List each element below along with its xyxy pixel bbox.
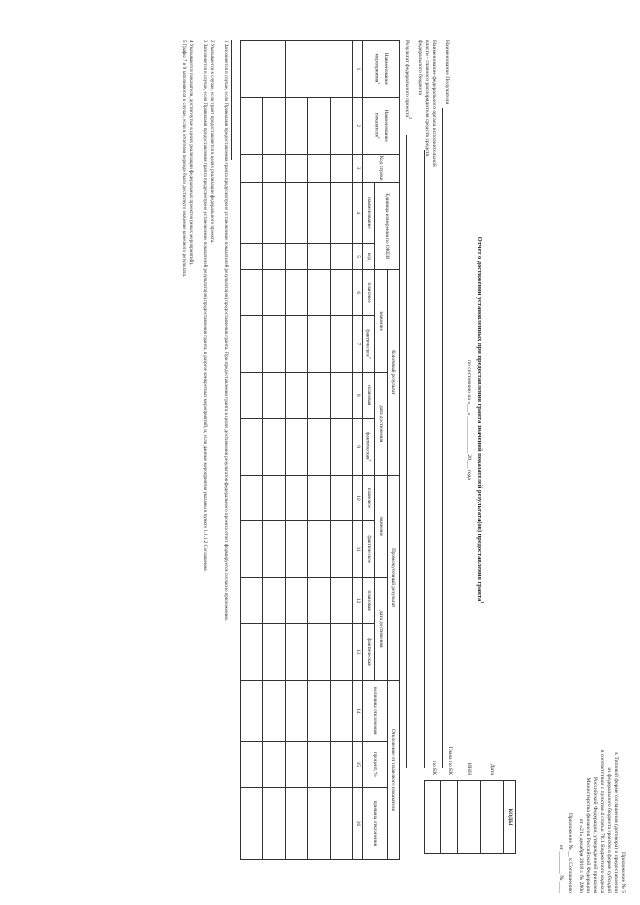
table-cell[interactable] <box>330 270 352 316</box>
table-cell[interactable] <box>330 418 352 475</box>
col-number: 16 <box>353 787 363 859</box>
table-cell[interactable] <box>330 680 352 741</box>
header-dev-reason: причина отклонения <box>363 787 388 859</box>
header-unit-name: наименование <box>363 182 375 243</box>
col-number: 5 <box>353 244 363 270</box>
table-cell[interactable] <box>285 741 307 787</box>
table-cell[interactable] <box>263 578 285 624</box>
table-row <box>330 41 352 860</box>
header-planned-date: плановая <box>363 372 375 418</box>
table-cell[interactable] <box>285 372 307 418</box>
table-cell[interactable] <box>330 97 352 154</box>
inn-label: ИНН <box>466 762 472 775</box>
table-cell[interactable] <box>241 475 263 521</box>
table-cell[interactable] <box>241 316 263 373</box>
table-cell[interactable] <box>308 244 330 270</box>
table-cell[interactable] <box>263 372 285 418</box>
col-number: 2 <box>353 97 363 154</box>
table-cell[interactable] <box>330 316 352 373</box>
table-cell[interactable] <box>308 182 330 243</box>
header-deviation: Отклонение от планового показателя <box>387 680 399 859</box>
header-unit-code: код <box>363 244 375 270</box>
appendix-line: Приложение № 5 <box>620 852 626 893</box>
header-dev-pct: процент, % <box>363 741 388 787</box>
results-table <box>240 40 400 860</box>
table-cell[interactable] <box>263 787 285 859</box>
table-cell[interactable] <box>241 182 263 243</box>
table-cell[interactable] <box>308 97 330 154</box>
table-cell[interactable] <box>241 41 286 98</box>
table-cell[interactable] <box>285 244 307 270</box>
date-label: Дата <box>489 763 495 775</box>
table-row <box>308 41 330 860</box>
table-cell[interactable] <box>330 741 352 787</box>
table-cell[interactable] <box>241 97 263 154</box>
col-number: 8 <box>353 372 363 418</box>
table-cell[interactable] <box>241 578 263 624</box>
appendix-line: из федерального бюджета грантов в форме субсидий <box>606 767 612 893</box>
table-cell[interactable] <box>330 372 352 418</box>
header-actual: фактическое$^5$ <box>363 316 375 373</box>
table-cell[interactable] <box>330 182 352 243</box>
table-cell[interactable] <box>285 680 307 741</box>
appendix-line: к Типовой форме соглашения (договора) о предоставлении <box>613 752 619 893</box>
table-cell[interactable] <box>308 270 330 316</box>
table-cell[interactable] <box>330 521 352 578</box>
table-cell[interactable] <box>285 623 307 680</box>
recipient-label: Наименование Получателя <box>444 40 450 105</box>
table-cell[interactable] <box>308 372 330 418</box>
table-cell[interactable] <box>308 316 330 373</box>
table-cell[interactable] <box>308 521 330 578</box>
table-cell[interactable] <box>263 244 285 270</box>
col-number: 7 <box>353 316 363 373</box>
table-cell[interactable] <box>330 475 352 521</box>
header-interim-result: Промежуточный результат <box>387 475 399 680</box>
col-number: 10 <box>353 475 363 521</box>
footnote: 3 Заполняется в случае, если Правилами предоставления гранта предусмотрено установление показателей результата(ов) предоставления гранта, в разрезе конкретных мероприятий, и, если данные мероприятия указаны в пункте 1.1.1.2 Соглашения. <box>202 40 207 572</box>
col-number: 15 <box>353 741 363 787</box>
organ-label: власти - главного распорядителя средств средств <box>424 40 430 157</box>
table-cell[interactable] <box>263 475 285 521</box>
table-cell[interactable] <box>241 372 263 418</box>
footnote: 4 Указываются показатели, достигнутые в целях реализации федеральных проектов (иных мероприятий). <box>188 40 193 266</box>
table-cell[interactable] <box>308 623 330 680</box>
header-date: дата достижения <box>375 372 387 475</box>
header-dev-value: величина отклонения <box>363 680 388 741</box>
organ-label: Наименование федерального органа исполнительной <box>431 40 437 167</box>
col-number: 14 <box>353 680 363 741</box>
header-indicator: Наименование показателя$^4$ <box>363 97 400 154</box>
table-cell[interactable] <box>308 475 330 521</box>
footnote: 1 Заполняется в случае, если Правилами предоставления гранта предусмотрено установление показателей результата(ов) предоставления гранта. При предоставлении гранта в целях достижения результатов федерального проекта отчет формируется согласно приложению. <box>223 40 228 622</box>
table-cell[interactable] <box>241 154 263 182</box>
report-title: Отчет о достижении установленных при предоставлении гранта значений показателей результата(ов) предоставления гранта$^1$ <box>475 236 485 604</box>
table-cell[interactable] <box>308 418 330 475</box>
col-number: 11 <box>353 521 363 578</box>
footnote: 5 Графы 7 и 9 заполняются в случае, если в отчетном периоде было достигнуто значение конечного результата. <box>181 40 186 278</box>
table-cell[interactable] <box>285 97 307 154</box>
table-cell[interactable] <box>285 787 307 859</box>
table-cell[interactable] <box>285 182 307 243</box>
header-unit: Единица измерения по ОКЕИ <box>375 182 400 269</box>
table-cell[interactable] <box>330 244 352 270</box>
column-number-row <box>353 41 363 860</box>
table-cell[interactable] <box>263 623 285 680</box>
table-cell[interactable] <box>330 578 352 624</box>
table-cell[interactable] <box>285 316 307 373</box>
table-cell[interactable] <box>241 244 263 270</box>
table-cell[interactable] <box>263 680 285 741</box>
table-row <box>241 41 263 860</box>
col-number: 3 <box>353 154 363 182</box>
table-cell[interactable] <box>263 270 285 316</box>
table-cell[interactable] <box>285 475 307 521</box>
table-cell[interactable] <box>241 270 263 316</box>
table-cell[interactable] <box>263 97 285 154</box>
header-value: значение <box>375 475 387 578</box>
table-cell[interactable] <box>285 154 307 182</box>
table-cell[interactable] <box>330 154 352 182</box>
header-row-code: Код строки <box>363 154 400 182</box>
col-number: 13 <box>353 623 363 680</box>
table-row <box>263 41 285 860</box>
header-actual-date: фактическая <box>363 623 375 680</box>
table-cell[interactable] <box>263 182 285 243</box>
header-value: значение <box>375 270 387 373</box>
report-date-line: по состоянию на «___» _____________ 20___ года <box>466 360 472 480</box>
table-cell[interactable] <box>263 316 285 373</box>
table-cell[interactable] <box>241 741 263 787</box>
table-cell[interactable] <box>241 787 263 859</box>
col-number: 4 <box>353 182 363 243</box>
table-cell[interactable] <box>285 521 307 578</box>
table-cell[interactable] <box>241 521 263 578</box>
table-row <box>285 41 307 860</box>
table-cell[interactable] <box>308 680 330 741</box>
table-cell[interactable] <box>285 270 307 316</box>
col-number: 1 <box>353 41 363 98</box>
table-cell[interactable] <box>330 787 352 859</box>
header-final-result: Конечный результат <box>387 270 399 475</box>
table-cell[interactable] <box>308 787 330 859</box>
codes-header: КОДЫ <box>507 808 513 826</box>
po-bk-label: по БК <box>431 760 437 775</box>
appendix-line: от «21» декабря 2018 г. № 280н <box>578 818 584 893</box>
table-cell[interactable] <box>241 418 263 475</box>
table-cell[interactable] <box>330 623 352 680</box>
glava-label: Глава по БК <box>447 746 453 775</box>
table-cell[interactable] <box>263 521 285 578</box>
agreement-reference-date: от ________ № ____ <box>558 844 564 893</box>
appendix-line: Министерства финансов Российской Федерации <box>585 777 591 893</box>
project-label: Результат федерального проекта$^2$ <box>404 40 413 120</box>
col-number: 12 <box>353 578 363 624</box>
table-cell[interactable] <box>308 154 330 182</box>
header-actual-date: фактическая$^5$ <box>363 418 375 475</box>
col-number: 6 <box>353 270 363 316</box>
table-cell[interactable] <box>285 418 307 475</box>
header-date: дата достижения <box>375 578 387 681</box>
agreement-reference: Приложение № __ к Соглашению <box>567 812 573 893</box>
organ-label: федерального бюджета <box>417 40 423 96</box>
header-planned: плановое <box>363 475 375 521</box>
col-number: 9 <box>353 418 363 475</box>
header-event: Наименование мероприятия$^3$ <box>363 41 400 98</box>
header-actual: фактическое <box>363 521 375 578</box>
table-cell[interactable] <box>308 741 330 787</box>
table-cell[interactable] <box>241 623 263 680</box>
table-cell[interactable] <box>241 680 263 741</box>
table-cell[interactable] <box>308 578 330 624</box>
footnote: 2 Указывается в случае, если грант предоставляется в целях реализации федерального проекта. <box>209 40 214 244</box>
header-planned-date: плановая <box>363 578 375 624</box>
header-planned: плановое <box>363 270 375 316</box>
table-cell[interactable] <box>263 741 285 787</box>
table-cell[interactable] <box>263 418 285 475</box>
table-cell[interactable] <box>285 578 307 624</box>
appendix-line: в соответствии с пунктом 4 статьи 78.1 Бюджетного кодекса <box>599 749 605 893</box>
table-cell[interactable] <box>285 41 352 98</box>
table-cell[interactable] <box>263 154 285 182</box>
appendix-line: Российской Федерации, утвержденной приказом <box>592 777 598 893</box>
